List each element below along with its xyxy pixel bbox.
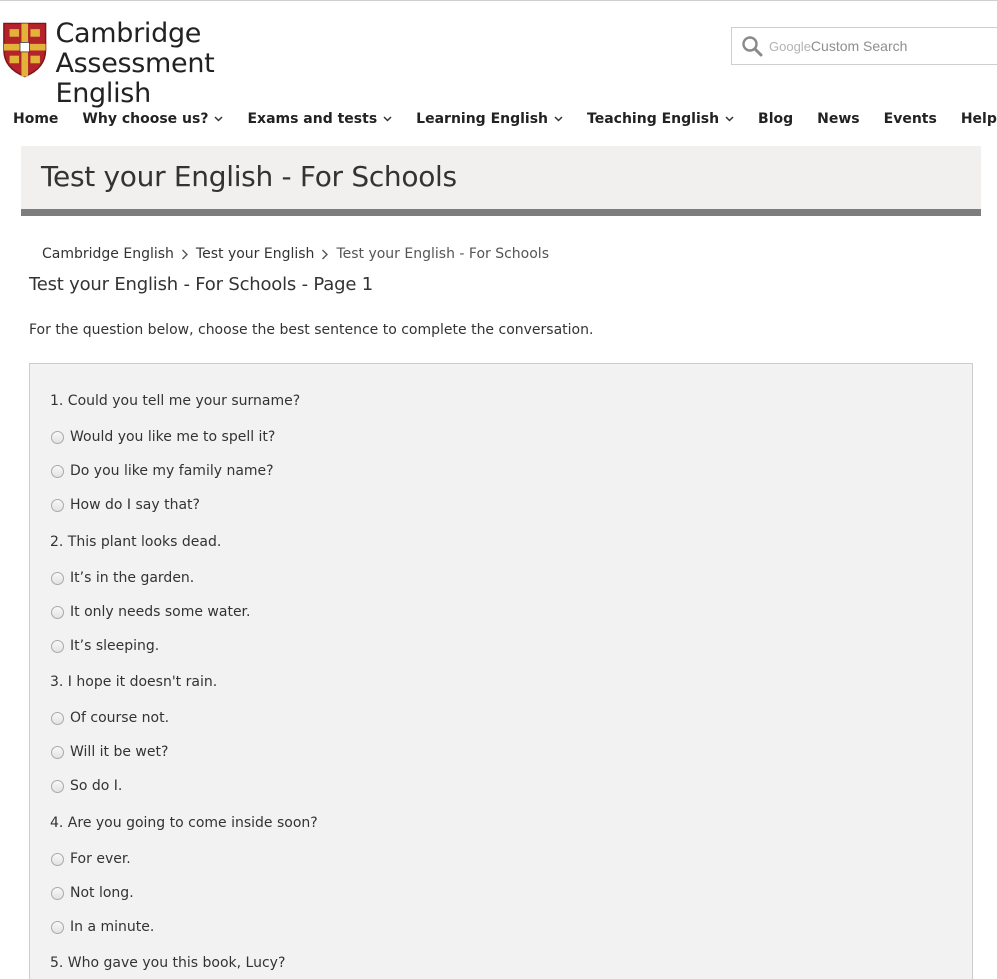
page-title-band: [21, 146, 981, 209]
nav-events[interactable]: [884, 111, 937, 127]
radio-button[interactable]: [51, 780, 64, 793]
radio-button[interactable]: [51, 887, 64, 900]
question-text: 1. Could you tell me your surname?: [50, 393, 301, 409]
answer-option[interactable]: [50, 570, 194, 586]
breadcrumb-link-test-your-english[interactable]: Test your English: [195, 246, 315, 262]
nav-label: Learning English: [416, 111, 549, 127]
page-heading: Test your English - For Schools - Page 1: [29, 274, 373, 295]
answer-option-label: It only needs some water.: [70, 604, 251, 620]
answer-option[interactable]: [50, 744, 168, 760]
nav-label: Home: [13, 111, 59, 127]
answer-option[interactable]: [50, 497, 200, 513]
radio-button[interactable]: [51, 572, 64, 585]
answer-option[interactable]: [50, 429, 275, 445]
nav-learning-english[interactable]: [416, 111, 563, 127]
page-title: Test your English - For Schools: [41, 160, 457, 193]
answer-option-label: Would you like me to spell it?: [70, 429, 276, 445]
search-box[interactable]: [731, 27, 997, 65]
search-icon[interactable]: [741, 35, 763, 57]
answer-option[interactable]: [50, 710, 169, 726]
question-panel: [29, 363, 973, 979]
nav-label: Blog: [758, 111, 794, 127]
cambridge-crest-icon: [2, 20, 47, 80]
answer-option-label: How do I say that?: [70, 497, 200, 513]
answer-option-label: So do I.: [70, 778, 123, 794]
answer-option-label: Do you like my family name?: [70, 463, 274, 479]
answer-option-label: For ever.: [70, 851, 131, 867]
answer-option-label: Will it be wet?: [70, 744, 169, 760]
breadcrumb-current: Test your English - For Schools: [336, 246, 549, 262]
radio-button[interactable]: [51, 465, 64, 478]
radio-button[interactable]: [51, 712, 64, 725]
nav-label: Events: [883, 111, 937, 127]
main-nav: [0, 104, 997, 134]
nav-label: Teaching English: [587, 111, 720, 127]
chevron-down-icon: [214, 116, 223, 122]
nav-teaching-english[interactable]: [587, 111, 734, 127]
radio-button[interactable]: [51, 499, 64, 512]
brand-name-line2: English: [55, 78, 151, 109]
answer-option-label: Not long.: [70, 885, 134, 901]
chevron-down-icon: [554, 116, 563, 122]
nav-label: News: [817, 111, 860, 127]
radio-button[interactable]: [51, 640, 64, 653]
answer-option[interactable]: [50, 638, 159, 654]
chevron-right-icon: [181, 249, 189, 260]
nav-label: Exams and tests: [247, 111, 378, 127]
search-input[interactable]: Custom Search: [810, 38, 908, 54]
radio-button[interactable]: [51, 853, 64, 866]
nav-label: Help: [960, 111, 997, 127]
answer-option-label: It’s sleeping.: [70, 638, 160, 654]
nav-exams-and-tests[interactable]: [247, 111, 392, 127]
question-text: 3. I hope it doesn't rain.: [50, 674, 218, 690]
answer-option-label: Of course not.: [70, 710, 170, 726]
breadcrumb: [42, 246, 549, 262]
question-text: 5. Who gave you this book, Lucy?: [50, 955, 286, 971]
google-label: Google: [769, 38, 811, 54]
question-text: 4. Are you going to come inside soon?: [50, 815, 318, 831]
nav-label: Why choose us?: [82, 111, 209, 127]
nav-home[interactable]: [13, 111, 58, 127]
answer-option[interactable]: [50, 778, 122, 794]
chevron-down-icon: [725, 116, 734, 122]
answer-option[interactable]: [50, 604, 250, 620]
instructions-text: For the question below, choose the best sentence to complete the conversation.: [29, 322, 594, 338]
nav-news[interactable]: [817, 111, 859, 127]
radio-button[interactable]: [51, 921, 64, 934]
nav-blog[interactable]: [758, 111, 793, 127]
answer-option[interactable]: [50, 919, 154, 935]
site-header: [0, 0, 997, 109]
chevron-right-icon: [321, 249, 329, 260]
radio-button[interactable]: [51, 431, 64, 444]
cambridge-logo[interactable]: [2, 18, 352, 109]
question-text: 2. This plant looks dead.: [50, 534, 222, 550]
nav-help[interactable]: [961, 111, 997, 127]
answer-option-label: In a minute.: [70, 919, 155, 935]
answer-option[interactable]: [50, 851, 131, 867]
nav-why-choose-us[interactable]: [82, 111, 223, 127]
answer-option-label: It’s in the garden.: [70, 570, 195, 586]
chevron-down-icon: [383, 116, 392, 122]
title-divider: [21, 209, 981, 216]
brand-name-line1: Cambridge Assessment: [55, 18, 215, 79]
answer-option[interactable]: [50, 885, 134, 901]
radio-button[interactable]: [51, 606, 64, 619]
radio-button[interactable]: [51, 746, 64, 759]
answer-option[interactable]: [50, 463, 274, 479]
breadcrumb-link-cambridge-english[interactable]: Cambridge English: [42, 246, 174, 262]
